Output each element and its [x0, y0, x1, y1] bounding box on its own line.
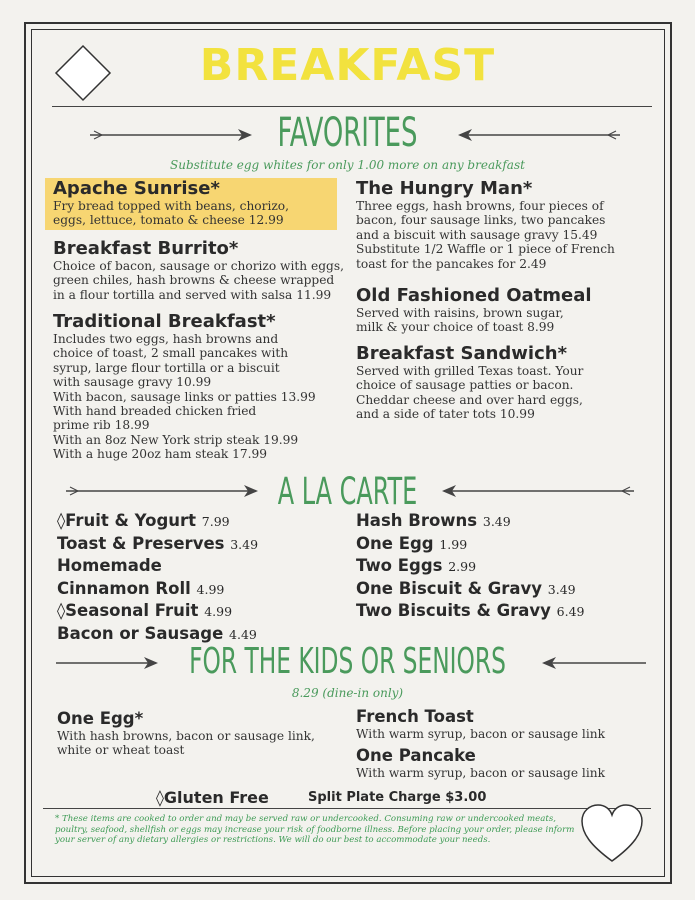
item-desc-line: choice of sausage patties or bacon. — [356, 378, 574, 393]
item-desc-line: With a huge 20oz ham steak 17.99 — [53, 447, 268, 462]
menu-item-breakfast-burrito — [53, 238, 353, 302]
item-desc-line: with sausage gravy 10.99 — [53, 375, 212, 390]
carte-item: Homemade — [57, 556, 162, 575]
item-desc-line: green chiles, hash browns & cheese wrapped — [53, 273, 335, 288]
item-desc-line: Choice of bacon, sausage or chorizo with eggs, — [53, 259, 344, 273]
item-desc-line: Served with raisins, brown sugar, — [356, 306, 564, 320]
item-desc-line: bacon, four sausage links, two pancakes — [356, 213, 606, 228]
item-desc-line: With warm syrup, bacon or sausage link — [356, 727, 605, 741]
page-title: BREAKFAST — [199, 40, 496, 91]
carte-item: Two Biscuits & Gravy 6.49 — [356, 601, 585, 620]
menu-item-one-pancake — [356, 745, 656, 780]
item-desc-line: prime rib 18.99 — [53, 418, 150, 433]
carte-item: Two Eggs 2.99 — [356, 556, 477, 575]
item-desc-line: Fry bread topped with beans, chorizo, — [53, 199, 290, 213]
item-desc-line: eggs, lettuce, tomato & cheese 12.99 — [53, 213, 284, 228]
item-name: One Egg* — [57, 709, 144, 728]
carte-item: Toast & Preserves 3.49 — [57, 533, 259, 553]
item-desc-line: Substitute 1/2 Waffle or 1 piece of French — [356, 242, 615, 257]
menu-item-breakfast-sandwich — [356, 343, 656, 422]
carte-item: ◊Fruit & Yogurt 7.99 — [57, 511, 230, 530]
item-desc-line: syrup, large flour tortilla or a biscuit — [53, 360, 280, 375]
item-name: One Pancake — [356, 746, 476, 765]
carte-right-list — [356, 510, 656, 623]
item-desc-line: milk & your choice of toast 8.99 — [356, 320, 555, 335]
split-plate-charge: Split Plate Charge $3.00 — [308, 790, 487, 805]
title-divider — [52, 106, 652, 107]
item-desc-line: Cheddar cheese and over hard eggs, — [356, 392, 583, 407]
item-desc-line: Served with grilled Texas toast. Your — [356, 364, 584, 378]
footnote-text: * These items are cooked to order and may be served raw or undercooked. Consuming raw or undercooked meats, poultry, seafood, shellfish or eggs may increase your risk of foodborne illness. Before placing your order, please inform your server of any dietary allergies or restrictions. We will do our best to accommodate your needs. — [55, 814, 575, 846]
menu-item-apache-sunrise — [45, 178, 337, 230]
item-name: Traditional Breakfast* — [53, 311, 276, 332]
item-desc-line: choice of toast, 2 small pancakes with — [53, 346, 289, 361]
carte-item: Hash Browns 3.49 — [356, 511, 511, 530]
menu-item-french-toast — [356, 706, 656, 741]
item-desc-line: white or wheat toast — [57, 743, 185, 758]
item-desc-line: and a side of tater tots 10.99 — [356, 407, 535, 422]
item-name: Old Fashioned Oatmeal — [356, 285, 592, 306]
item-name: Breakfast Sandwich* — [356, 343, 567, 364]
menu-item-traditional-breakfast — [53, 311, 353, 462]
carte-item: Bacon or Sausage 4.49 — [57, 623, 257, 643]
item-desc-line: Includes two eggs, hash browns and — [53, 332, 279, 346]
carte-heading: A LA CARTE — [277, 470, 418, 513]
carte-item: One Egg 1.99 — [356, 533, 468, 553]
gluten-free-legend: ◊Gluten Free — [156, 788, 269, 807]
item-desc-line: With hand breaded chicken fried — [53, 404, 257, 419]
item-name: Breakfast Burrito* — [53, 238, 239, 259]
item-name: French Toast — [356, 707, 474, 726]
kids-subtitle: 8.29 (dine-in only) — [291, 686, 404, 700]
item-name: Apache Sunrise* — [53, 178, 220, 199]
item-desc-line: With bacon, sausage links or patties 13.99 — [53, 389, 316, 404]
item-desc-line: toast for the pancakes for 2.49 — [356, 256, 547, 271]
menu-item-kids-one-egg — [57, 708, 357, 758]
item-desc-line: With warm syrup, bacon or sausage link — [356, 766, 605, 780]
item-desc-line: With an 8oz New York strip steak 19.99 — [53, 432, 299, 447]
item-desc-line: and a biscuit with sausage gravy 15.49 — [356, 227, 598, 242]
menu-item-hungry-man — [356, 178, 656, 271]
menu-item-oatmeal — [356, 285, 656, 335]
carte-left-list — [57, 510, 347, 645]
carte-item: ◊Seasonal Fruit 4.99 — [57, 601, 233, 620]
item-desc-line: Three eggs, hash browns, four pieces of — [356, 199, 604, 213]
favorites-subtitle: Substitute egg whites for only 1.00 more on any breakfast — [170, 158, 525, 172]
kids-heading: FOR THE KIDS OR SENIORS — [189, 641, 506, 682]
heart-icon — [580, 803, 644, 865]
item-desc-line: in a flour tortilla and served with salsa 11.99 — [53, 287, 332, 302]
carte-item: Cinnamon Roll 4.99 — [57, 578, 225, 598]
item-desc-line: With hash browns, bacon or sausage link, — [57, 729, 315, 743]
favorites-heading: FAVORITES — [277, 110, 418, 156]
item-name: The Hungry Man* — [356, 178, 533, 199]
carte-item: One Biscuit & Gravy 3.49 — [356, 578, 576, 598]
